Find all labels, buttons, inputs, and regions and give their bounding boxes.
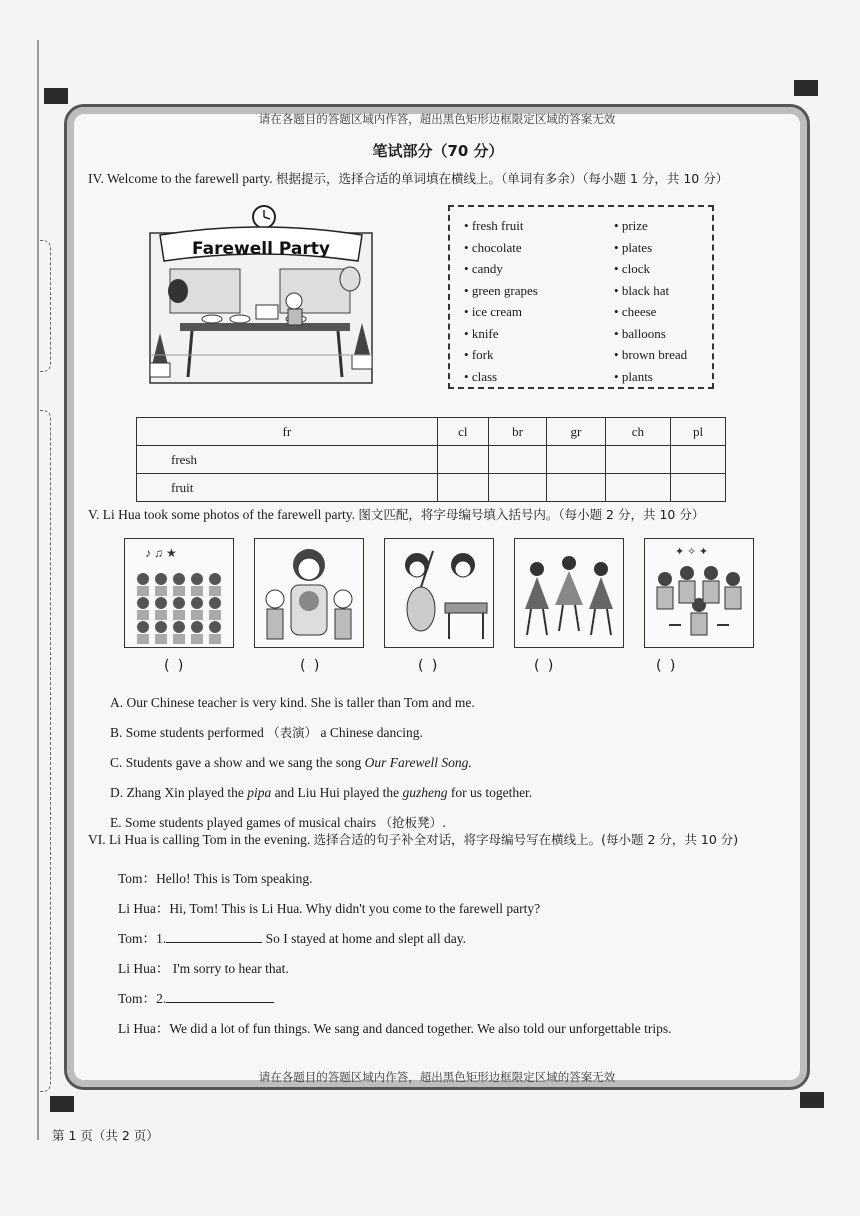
- answer-cell[interactable]: [488, 474, 546, 502]
- table-row: [137, 474, 726, 502]
- table-cell: fruit: [137, 474, 438, 502]
- svg-text:✦ ✧ ✦: ✦ ✧ ✦: [675, 546, 709, 558]
- table-header: cl: [437, 418, 488, 446]
- option-text: B. Some students performed: [110, 725, 264, 740]
- table-row: [137, 446, 726, 474]
- answer-cell[interactable]: [605, 474, 670, 502]
- dialog-line: [118, 894, 672, 924]
- dialog-line: [118, 1014, 672, 1044]
- q6-heading-cn: 选择合适的句子补全对话，将字母编号写在横线上。(每小题 2 分，共 10 分): [313, 832, 739, 847]
- q5-heading-en: V. Li Hua took some photos of the farewell party.: [88, 507, 355, 522]
- answer-bracket[interactable]: ( ): [164, 658, 186, 674]
- word-item: • clock: [614, 258, 687, 280]
- speaker: Li Hua：: [118, 901, 170, 916]
- table-header: fr: [137, 418, 438, 446]
- word-item: • prize: [614, 215, 687, 237]
- photo-teacher: [254, 538, 364, 648]
- q6-heading: [88, 830, 738, 850]
- speaker: Tom：: [118, 991, 157, 1006]
- q4-heading-cn: 根据提示，选择合适的单词填在横线上。（单词有多余）（每小题 1 分，共 10 分）: [275, 171, 729, 186]
- speaker: Tom：: [118, 871, 157, 886]
- speaker: Li Hua：: [118, 1021, 170, 1036]
- svg-text:♪ ♫ ★: ♪ ♫ ★: [145, 546, 177, 560]
- q4-heading: [88, 169, 788, 189]
- answer-cell[interactable]: [488, 446, 546, 474]
- q4-heading-en: IV. Welcome to the farewell party.: [88, 171, 273, 186]
- word-item: • brown bread: [614, 344, 687, 366]
- word-bank: [448, 205, 714, 389]
- answer-bracket[interactable]: ( ): [534, 658, 556, 674]
- registration-mark-bottom-right: [800, 1092, 824, 1108]
- section-title: 笔试部分（70 分）: [372, 142, 504, 160]
- q5-options: [110, 688, 532, 838]
- blank-number: 2.: [156, 991, 167, 1006]
- q5-heading-cn: 图文匹配，将字母编号填入括号内。（每小题 2 分，共 10 分）: [358, 507, 705, 522]
- answer-blank-2[interactable]: [166, 988, 274, 1003]
- registration-mark-bottom-left: [50, 1096, 74, 1112]
- option-c: [110, 748, 532, 778]
- answer-cell[interactable]: [547, 474, 605, 502]
- word-bank-left: [450, 207, 538, 387]
- photo-row: [124, 538, 764, 650]
- registration-mark-top-left: [44, 88, 68, 104]
- speaker: Li Hua：: [118, 961, 170, 976]
- exam-content: [88, 140, 788, 1036]
- table-header: gr: [547, 418, 605, 446]
- word-item: • black hat: [614, 280, 687, 302]
- table-header-row: [137, 418, 726, 446]
- line-text: Hi, Tom! This is Li Hua. Why didn't you come to the farewell party?: [169, 901, 541, 916]
- dialog-line: [118, 954, 672, 984]
- registration-mark-top-right: [794, 80, 818, 96]
- answer-cell[interactable]: [671, 474, 726, 502]
- word-item: • cheese: [614, 301, 687, 323]
- word-item: • chocolate: [464, 237, 538, 259]
- photo-musical-chairs: [644, 538, 754, 648]
- speaker: Tom：: [118, 931, 157, 946]
- dialog-line: [118, 924, 672, 954]
- table-header: pl: [671, 418, 726, 446]
- line-text: I'm sorry to hear that.: [169, 961, 289, 976]
- option-cn: （抢板凳）.: [379, 815, 447, 830]
- answer-cell[interactable]: [671, 446, 726, 474]
- answer-cell[interactable]: [547, 446, 605, 474]
- photo-dancing: [514, 538, 624, 648]
- word-bank-right: [600, 207, 687, 387]
- answer-bracket[interactable]: ( ): [418, 658, 440, 674]
- word-item: • knife: [464, 323, 538, 345]
- line-text: Hello! This is Tom speaking.: [156, 871, 313, 886]
- answer-cell[interactable]: [437, 474, 488, 502]
- answer-bracket[interactable]: ( ): [300, 658, 322, 674]
- answer-cell[interactable]: [437, 446, 488, 474]
- dialog-line: [118, 984, 672, 1014]
- binding-line: [37, 40, 39, 1140]
- q6-heading-en: VI. Li Hua is calling Tom in the evening.: [88, 832, 311, 847]
- binding-tab: [40, 410, 51, 1092]
- word-item: • green grapes: [464, 280, 538, 302]
- option-d: [110, 778, 532, 808]
- option-italic: Our Farewell Song.: [364, 755, 472, 770]
- option-italic: guzheng: [402, 785, 448, 800]
- line-text: So I stayed at home and slept all day.: [262, 931, 467, 946]
- farewell-party-illustration: [140, 205, 382, 389]
- binding-tab: [40, 240, 51, 372]
- page-number: 第 1 页（共 2 页）: [52, 1128, 159, 1143]
- table-cell: fresh: [137, 446, 438, 474]
- answer-cell[interactable]: [605, 446, 670, 474]
- frame-note-top: 请在各题目的答题区域内作答，超出黑色矩形边框限定区域的答案无效: [258, 112, 616, 126]
- option-text: D. Zhang Xin played the: [110, 785, 244, 800]
- line-text: We did a lot of fun things. We sang and danced together. We also told our unforgettable trips.: [169, 1021, 672, 1036]
- word-item: • class: [464, 366, 538, 388]
- word-item: • plates: [614, 237, 687, 259]
- option-text: for us together.: [450, 785, 533, 800]
- option-text: C. Students gave a show and we sang the song: [110, 755, 362, 770]
- dialog-line: [118, 864, 672, 894]
- frame-note-bottom: 请在各题目的答题区域内作答，超出黑色矩形边框限定区域的答案无效: [258, 1070, 616, 1084]
- photo-pipa-guzheng: [384, 538, 494, 648]
- table-header: br: [488, 418, 546, 446]
- word-item: • ice cream: [464, 301, 538, 323]
- option-b: [110, 718, 532, 748]
- answer-table: [136, 417, 726, 502]
- word-item: • fresh fruit: [464, 215, 538, 237]
- option-text: and Liu Hui played the: [274, 785, 400, 800]
- photo-choir: [124, 538, 234, 648]
- word-item: • balloons: [614, 323, 687, 345]
- word-item: • plants: [614, 366, 687, 388]
- q6-dialog: [118, 864, 672, 1044]
- banner-text: Farewell Party: [192, 239, 330, 259]
- q5-heading: [88, 505, 704, 525]
- word-item: • fork: [464, 344, 538, 366]
- option-italic: pipa: [247, 785, 272, 800]
- word-item: • candy: [464, 258, 538, 280]
- table-header: ch: [605, 418, 670, 446]
- option-text: A. Our Chinese teacher is very kind. She is taller than Tom and me.: [110, 695, 475, 710]
- blank-number: 1.: [156, 931, 167, 946]
- option-cn: （表演）: [267, 725, 318, 740]
- answer-blank-1[interactable]: [166, 928, 262, 943]
- option-text: E. Some students played games of musical chairs: [110, 815, 377, 830]
- option-a: [110, 688, 532, 718]
- q4-material: [88, 203, 788, 495]
- answer-bracket[interactable]: ( ): [656, 658, 678, 674]
- option-text: a Chinese dancing.: [320, 725, 423, 740]
